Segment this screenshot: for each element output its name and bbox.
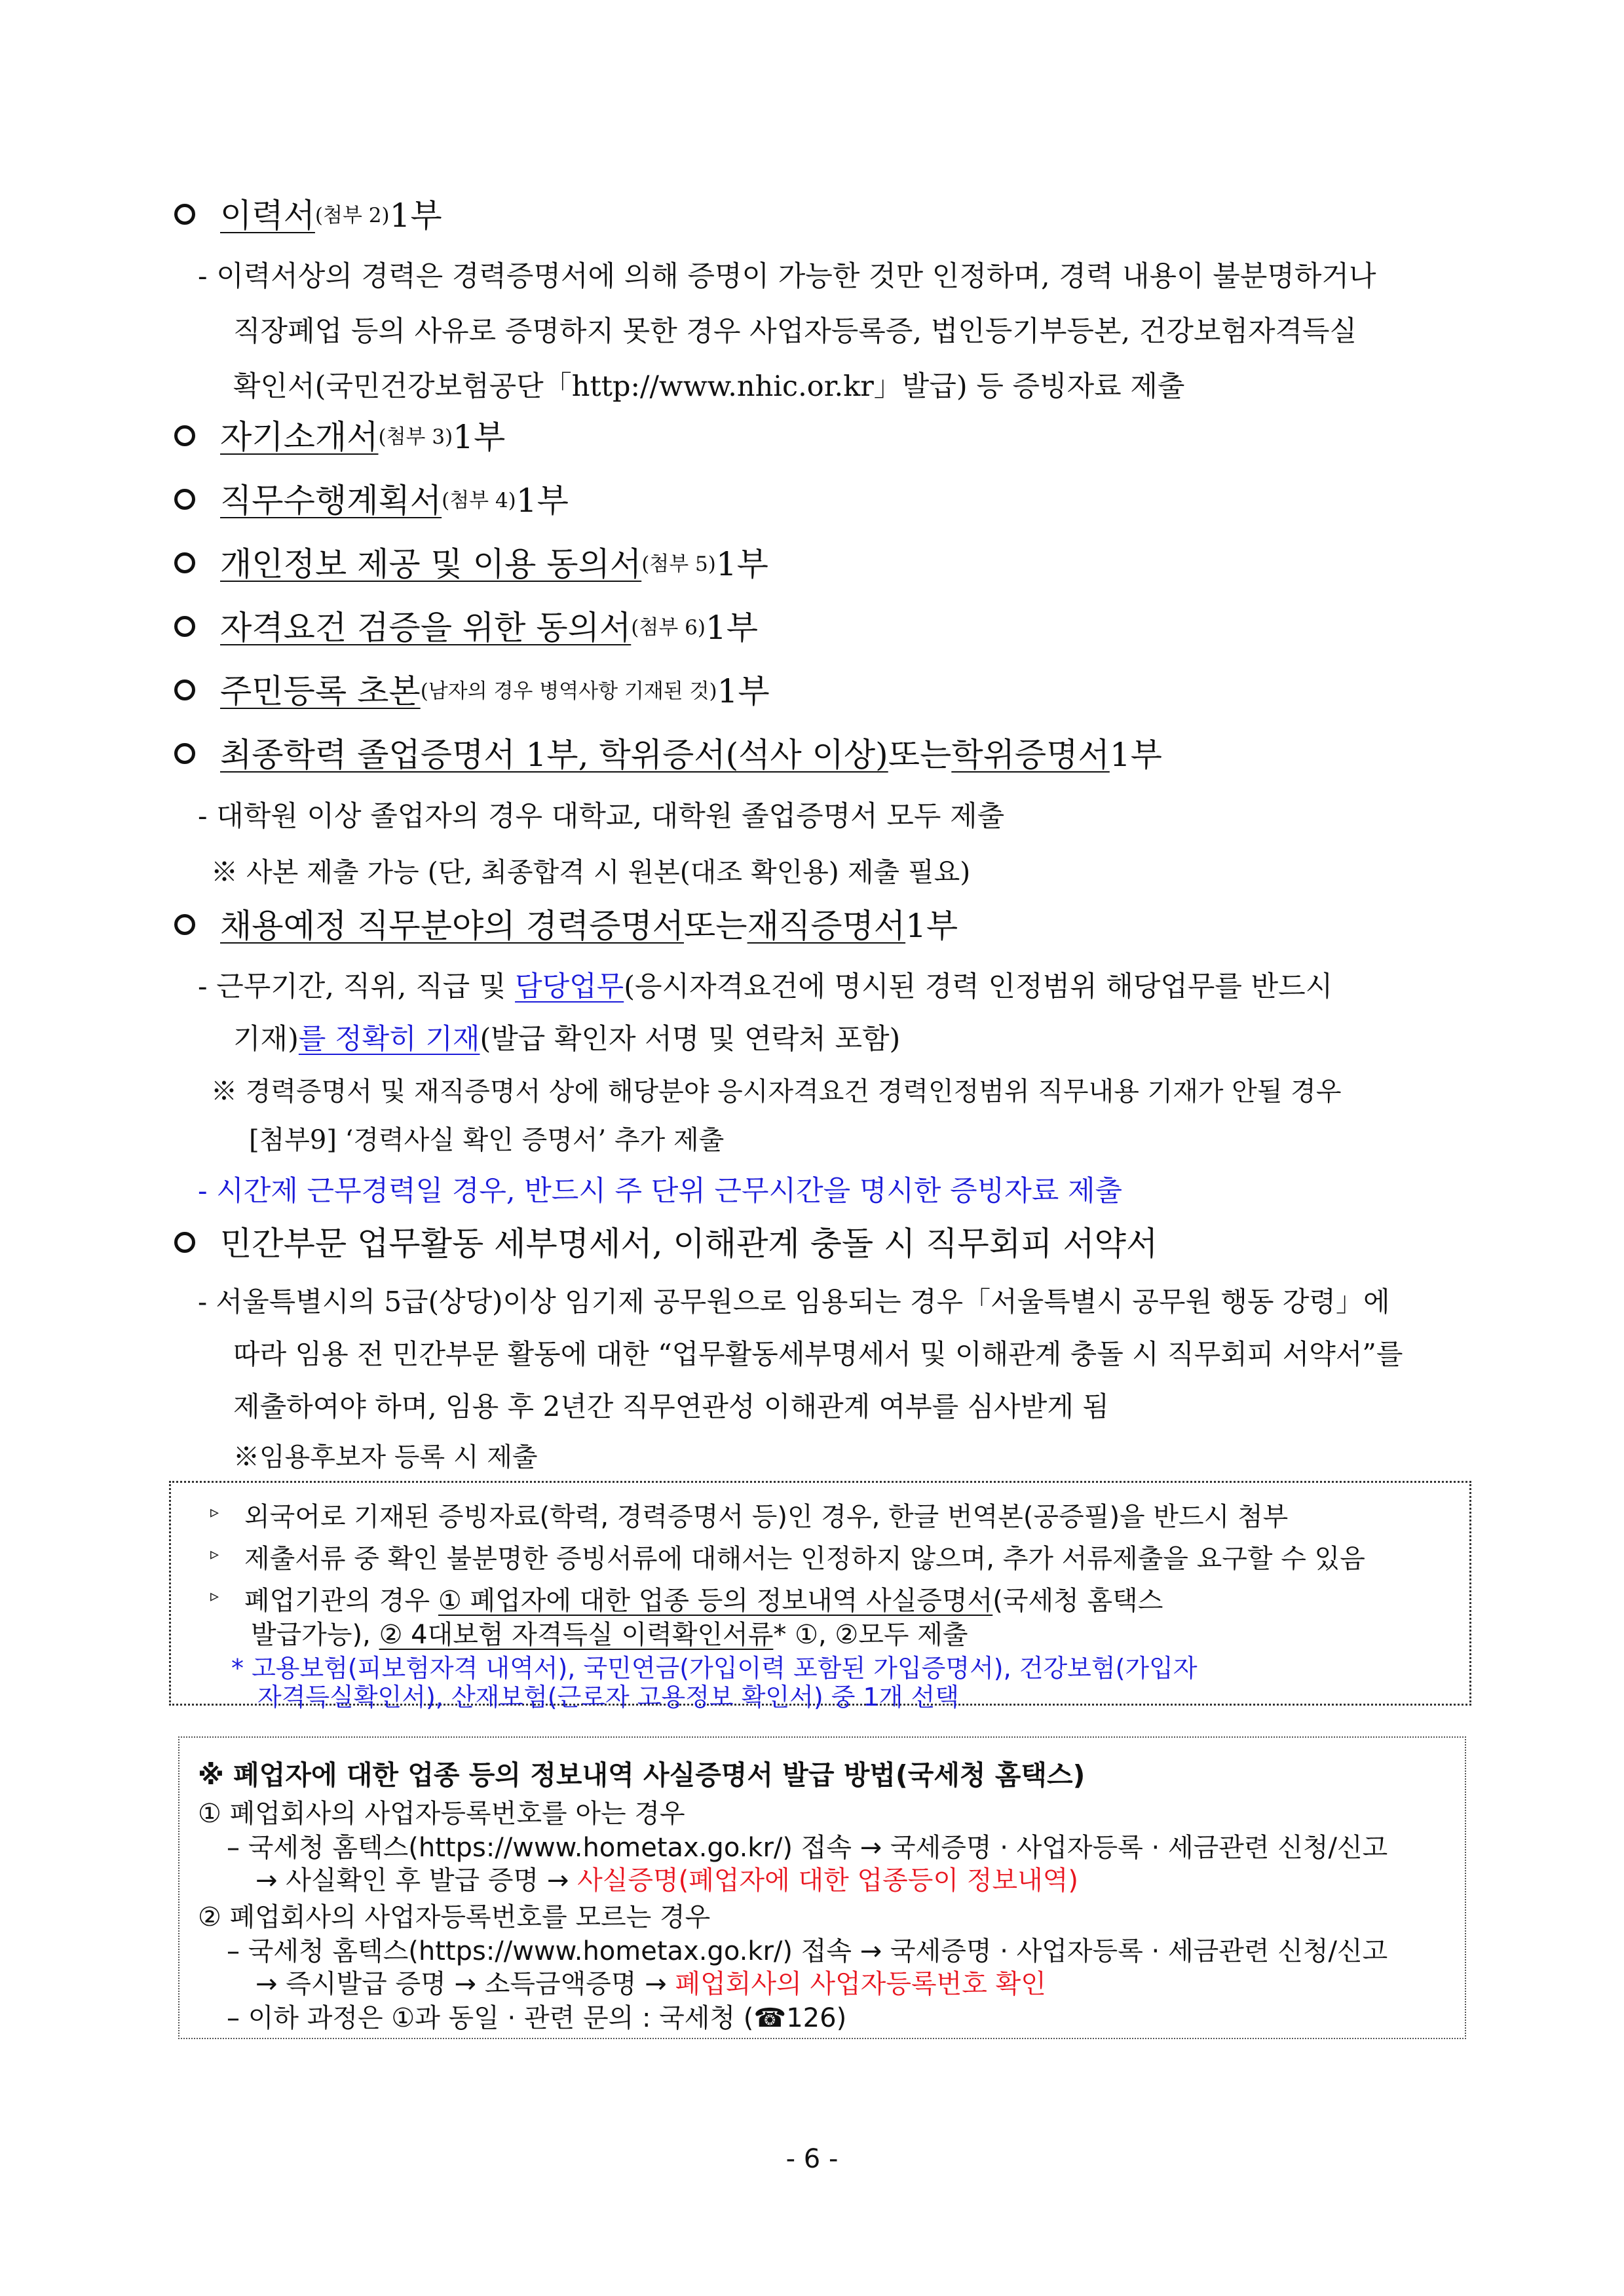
item-title: 민간부문 업무활동 세부명세서, 이해관계 충돌 시 직무회피 서약서 xyxy=(220,1225,1158,1263)
item-count: 1부 xyxy=(717,672,770,710)
item-count: 1부 xyxy=(715,545,768,583)
item-title-alt: 재직증명서 xyxy=(747,907,906,945)
step-text: → 사실확인 후 발급 증명 → xyxy=(255,1866,578,1896)
circle-bullet-icon xyxy=(174,679,195,700)
notice-line xyxy=(251,1614,968,1651)
item-title: 최종학력 졸업증명서 1부, 학위증서(석사 이상) xyxy=(220,736,888,774)
list-item xyxy=(174,190,442,236)
step-highlight: 사실증명(폐업자에 대한 업종등이 정보내역) xyxy=(577,1866,1078,1896)
case-heading: ① 폐업회사의 사업자등록번호를 아는 경우 xyxy=(198,1799,685,1829)
private-remark: ※임용후보자 등록 시 제출 xyxy=(233,1442,538,1472)
notice-line xyxy=(244,1580,1163,1617)
career-note-text: (응시자격요건에 명시된 경력 인정범위 해당업무를 반드시 xyxy=(624,970,1333,1003)
insurance-note-line: 자격득실확인서), 산재보험(근로자 고용정보 확인서) 중 1개 선택 xyxy=(257,1683,959,1712)
notice-text: (국세청 홈택스 xyxy=(992,1586,1163,1616)
edu-note: - 대학원 이상 졸업자의 경우 대학교, 대학원 졸업증명서 모두 제출 xyxy=(198,800,1005,833)
private-note-line: - 서울특별시의 5급(상당)이상 임기제 공무원으로 임용되는 경우「서울특별시 공무원 행동 강령」에 xyxy=(198,1286,1390,1318)
career-note-line xyxy=(198,965,1332,1004)
notice-box xyxy=(169,1481,1471,1712)
step-line: – 이하 과정은 ①과 동일 · 관련 문의 : 국세청 (☎126) xyxy=(227,2003,847,2033)
item-title-alt: 학위증명서 xyxy=(951,736,1110,774)
notice-underlined: ① 폐업자에 대한 업종 등의 정보내역 사실증명서 xyxy=(438,1586,993,1616)
issuance-method-box xyxy=(178,1736,1466,2039)
resume-note-line: 확인서(국민건강보험공단「http://www.nhic.or.kr」발급) 등 증빙자료 제출 xyxy=(233,370,1185,403)
triangle-bullet-icon: ▹ xyxy=(210,1544,219,1564)
list-item xyxy=(174,900,958,946)
item-title: 자기소개서 xyxy=(220,418,379,456)
notice-underlined: ② 4대보험 자격득실 이력확인서류 xyxy=(379,1620,774,1650)
item-count: 1부 xyxy=(516,482,569,520)
career-note-text: - 근무기간, 직위, 직급 및 xyxy=(198,970,516,1003)
career-note-text: 기재) xyxy=(233,1023,299,1056)
resume-note-line: 직장폐업 등의 사유로 증명하지 못한 경우 사업자등록증, 법인등기부등본, 건강보험자격득실 xyxy=(233,315,1357,348)
step-line xyxy=(255,1963,1046,2000)
notice-line: 제출서류 중 확인 불분명한 증빙서류에 대해서는 인정하지 않으며, 추가 서류제출을 요구할 수 있음 xyxy=(244,1544,1365,1574)
item-count: 1부 xyxy=(453,418,506,456)
circle-bullet-icon xyxy=(174,552,195,573)
list-item xyxy=(174,539,768,584)
notice-text: 폐업기관의 경우 xyxy=(244,1586,438,1616)
career-note-emphasis: 담당업무 xyxy=(515,970,624,1003)
private-note-line: 제출하여야 하며, 임용 후 2년간 직무연관성 이해관계 여부를 심사받게 됨 xyxy=(233,1390,1109,1423)
step-highlight: 폐업회사의 사업자등록번호 확인 xyxy=(675,1969,1046,1999)
case-heading: ② 폐업회사의 사업자등록번호를 모르는 경우 xyxy=(198,1902,711,1932)
item-count: 1부 xyxy=(1109,736,1162,774)
item-title: 이력서 xyxy=(220,197,315,235)
step-line: – 국세청 홈텍스(https://www.hometax.go.kr/) 접속 → 국세증명 · 사업자등록 · 세금관련 신청/신고 xyxy=(227,1936,1388,1966)
item-attachment: (첨부 5) xyxy=(641,552,716,576)
circle-bullet-icon xyxy=(174,616,195,637)
list-item xyxy=(174,602,758,648)
notice-line: 외국어로 기재된 증빙자료(학력, 경력증명서 등)인 경우, 한글 번역본(공증필)을 반드시 첨부 xyxy=(244,1502,1289,1532)
resume-note-line: - 이력서상의 경력은 경력증명서에 의해 증명이 가능한 것만 인정하며, 경력 내용이 불분명하거나 xyxy=(198,260,1376,293)
item-title: 주민등록 초본 xyxy=(220,672,421,710)
item-attachment: (남자의 경우 병역사항 기재된 것) xyxy=(420,679,717,703)
item-title: 채용예정 직무분야의 경력증명서 xyxy=(220,907,684,945)
list-item xyxy=(174,411,505,457)
list-item xyxy=(174,666,770,712)
career-remark: [첨부9] ‘경력사실 확인 증명서’ 추가 제출 xyxy=(249,1125,725,1155)
item-attachment: (첨부 2) xyxy=(314,203,390,227)
circle-bullet-icon xyxy=(174,743,195,764)
item-count: 1부 xyxy=(705,609,759,647)
edu-remark: ※ 사본 제출 가능 (단, 최종합격 시 원본(대조 확인용) 제출 필요) xyxy=(211,856,971,888)
list-item xyxy=(174,475,569,521)
item-count: 1부 xyxy=(905,907,958,945)
insurance-note-line: * 고용보험(피보험자격 내역서), 국민연금(가입이력 포함된 가입증명서), 건강보험(가입자 xyxy=(231,1654,1198,1683)
career-parttime-note: - 시간제 근무경력일 경우, 반드시 주 단위 근무시간을 명시한 증빙자료 제출 xyxy=(198,1175,1123,1208)
career-remark: ※ 경력증명서 및 재직증명서 상에 해당분야 응시자격요건 경력인정범위 직무내용 기재가 안될 경우 xyxy=(211,1077,1342,1107)
circle-bullet-icon xyxy=(174,425,195,446)
item-connector: 또는 xyxy=(888,736,952,774)
circle-bullet-icon xyxy=(174,204,195,225)
career-note-emphasis: 를 정확히 기재 xyxy=(298,1023,480,1056)
circle-bullet-icon xyxy=(174,1232,195,1253)
item-attachment: (첨부 6) xyxy=(631,615,706,640)
step-text: → 즉시발급 증명 → 소득금액증명 → xyxy=(255,1969,675,1999)
item-title: 개인정보 제공 및 이용 동의서 xyxy=(220,545,642,583)
item-title: 직무수행계획서 xyxy=(220,482,442,520)
triangle-bullet-icon: ▹ xyxy=(210,1586,219,1606)
item-attachment: (첨부 4) xyxy=(442,488,516,512)
item-attachment: (첨부 3) xyxy=(378,425,453,449)
circle-bullet-icon xyxy=(174,489,195,510)
item-connector: 또는 xyxy=(684,907,747,945)
career-note-text: (발급 확인자 서명 및 연락처 포함) xyxy=(480,1023,901,1056)
circle-bullet-icon xyxy=(174,914,195,935)
list-item xyxy=(174,1218,1158,1264)
private-note-line: 따라 임용 전 민간부문 활동에 대한 “업무활동세부명세서 및 이해관계 충돌 시 직무회피 서약서”를 xyxy=(233,1338,1403,1370)
box-title: ※ 폐업자에 대한 업종 등의 정보내역 사실증명서 발급 방법(국세청 홈택스) xyxy=(198,1759,1086,1791)
item-count: 1부 xyxy=(389,197,442,235)
step-line: – 국세청 홈텍스(https://www.hometax.go.kr/) 접속 → 국세증명 · 사업자등록 · 세금관련 신청/신고 xyxy=(227,1833,1388,1863)
item-title: 자격요건 검증을 위한 동의서 xyxy=(220,609,632,647)
notice-text: * ①, ②모두 제출 xyxy=(773,1620,968,1650)
step-line xyxy=(255,1860,1078,1897)
career-note-line xyxy=(233,1017,900,1057)
page-number: - 6 - xyxy=(785,2144,839,2174)
triangle-bullet-icon: ▹ xyxy=(210,1502,219,1522)
notice-text: 발급가능), xyxy=(251,1620,379,1650)
list-item xyxy=(174,729,1162,775)
